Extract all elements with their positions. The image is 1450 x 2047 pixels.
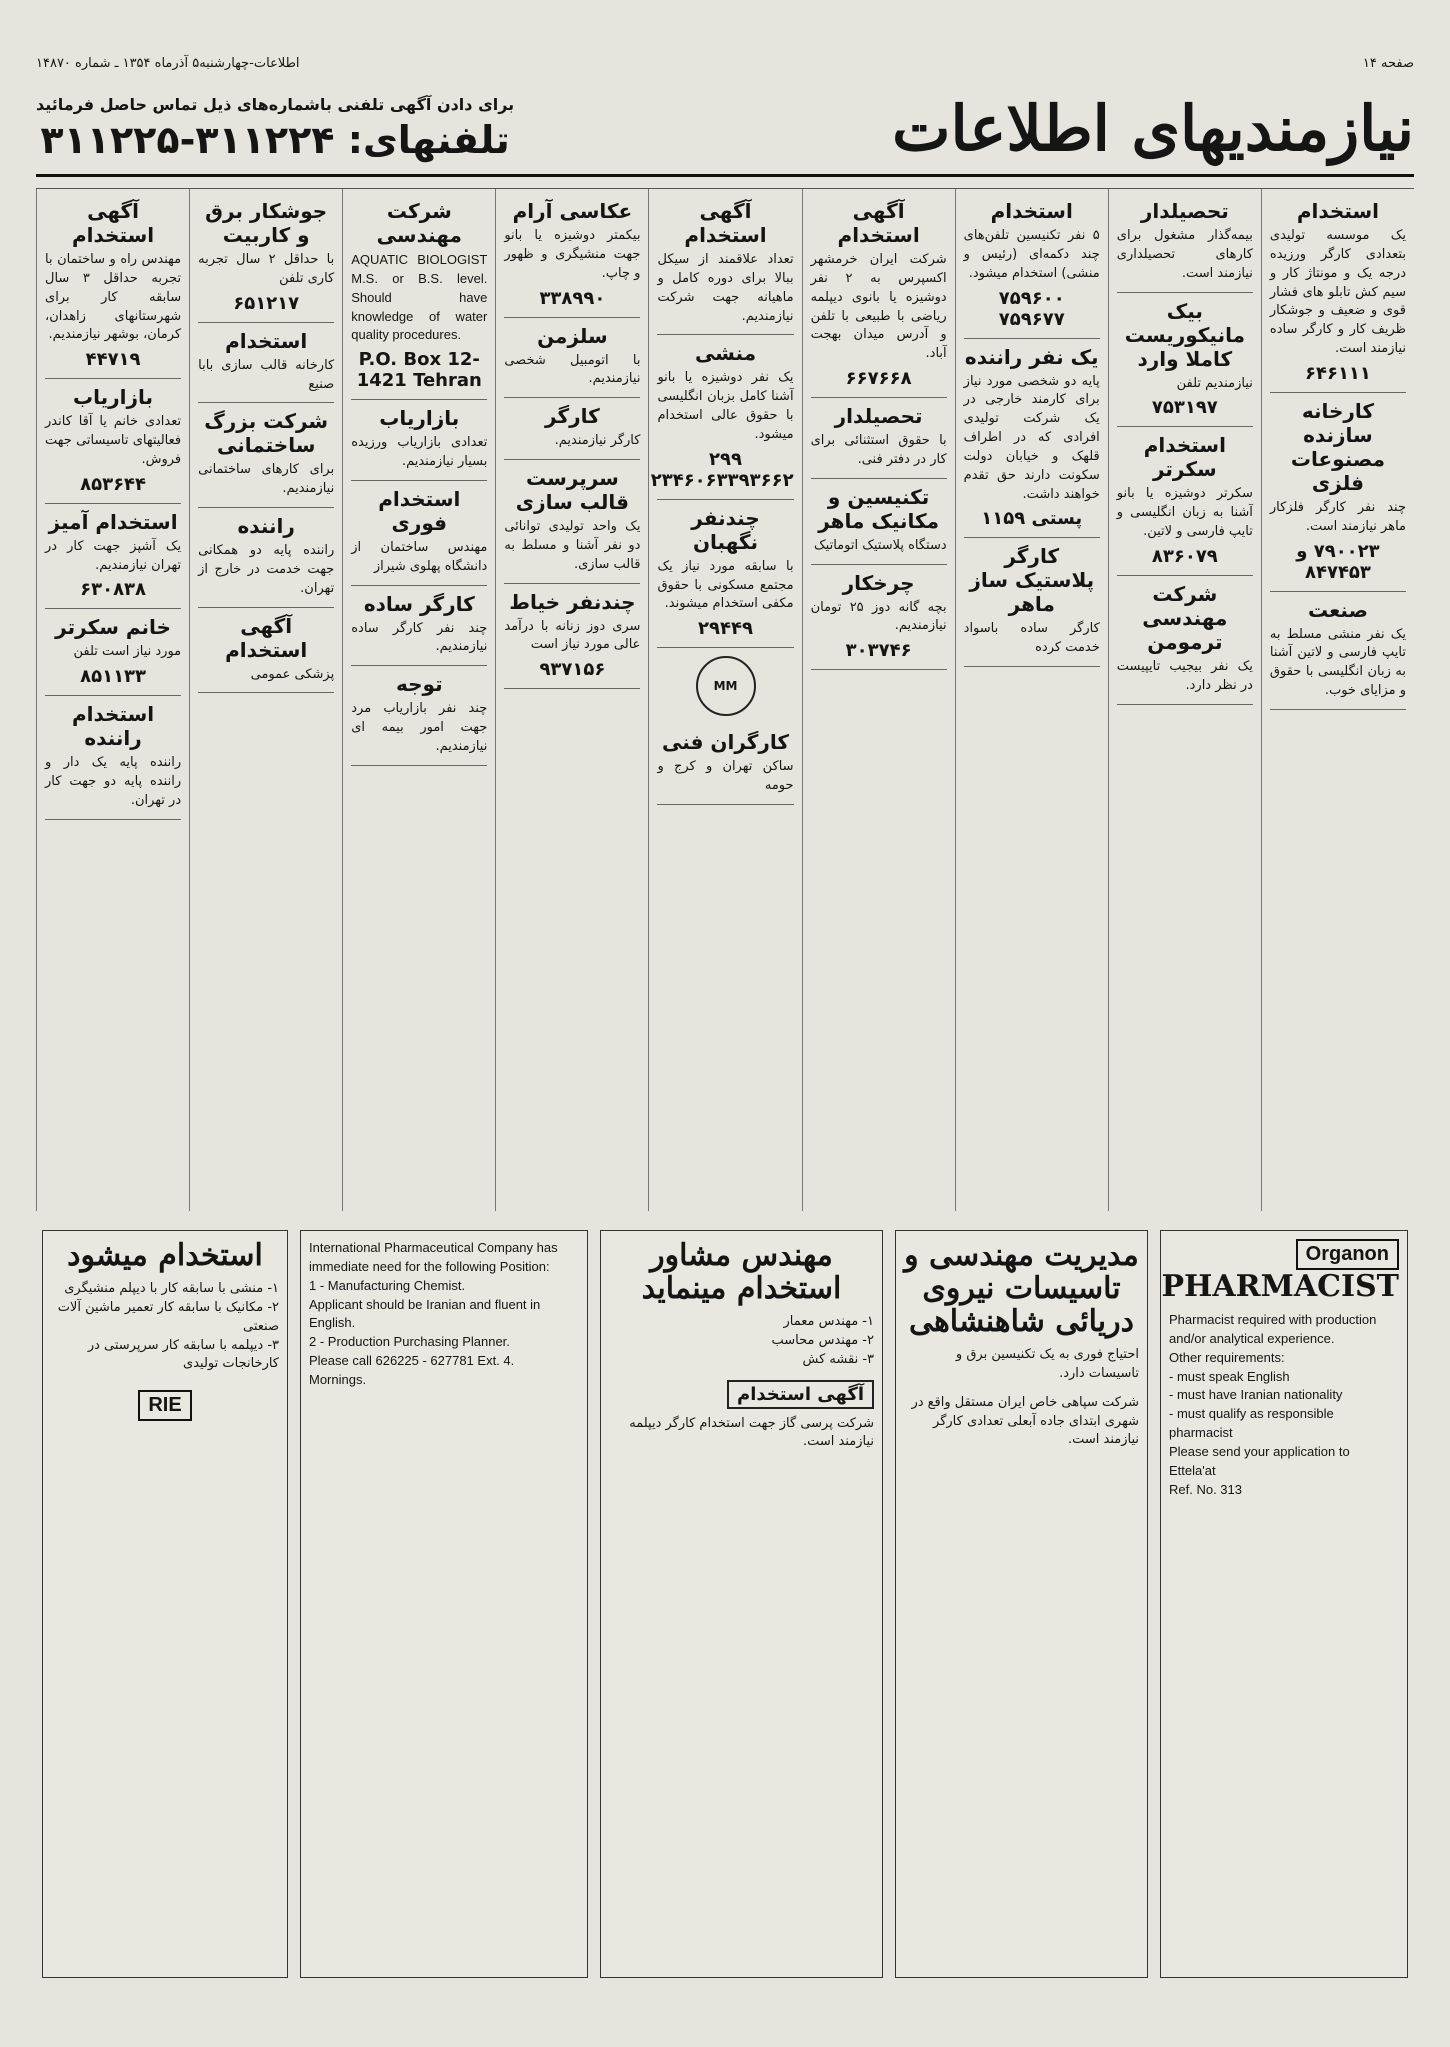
ad-body: تعدادی خانم یا آقا کاندر فعالیتهای تاسیساتی جهت فروش. — [45, 414, 182, 467]
ad-block — [198, 403, 334, 508]
ad-title: منشی — [694, 341, 757, 366]
issue-date: اطلاعات-چهارشنبه۵ آذرماه ۱۳۵۴ ـ شماره ۱۴۸۷۰ — [36, 56, 300, 71]
ad-phone: ۶۳۰۸۳۸ — [80, 579, 147, 601]
ad-block — [351, 400, 487, 481]
pharmacist-ad — [1160, 1230, 1408, 1978]
ad-block — [811, 398, 947, 479]
ad-title: استخدام — [990, 199, 1073, 223]
ad-block — [198, 608, 334, 694]
ad-phone: ۷۵۳۱۹۷ — [1151, 397, 1218, 419]
ad-title: تکنیسین و مکانیک ماهر — [818, 484, 940, 533]
ad-phone: ۸۵۱۱۳۳ — [80, 666, 147, 688]
column-1 — [1261, 189, 1414, 1211]
ad-title: چندنفر خیاط — [509, 589, 636, 614]
ad-title: بیک مانیکوریست کاملا وارد — [1124, 298, 1245, 371]
ad-block — [1117, 427, 1253, 576]
contact-phone: ۳۱۱۲۲۴-۳۱۱۲۲۵ — [40, 117, 335, 162]
navy-title: مدیریت مهندسی و تاسیسات نیروی دریائی شاهنشاهی — [904, 1238, 1139, 1339]
ad-title: یک نفر راننده — [964, 344, 1099, 369]
ad-phone: ۳۳۸۹۹۰ — [539, 287, 606, 309]
ad-body: راننده پایه یک دار و راننده پایه دو جهت کار در تهران. — [45, 755, 182, 808]
ad-block — [504, 193, 640, 318]
ad-phone: ۲۹۴۴۹ — [698, 618, 753, 640]
top-line — [36, 56, 1414, 71]
center-1-title: آگهی استخدام — [727, 1380, 874, 1409]
ad-title: بازاریاب — [379, 406, 460, 431]
ad-block — [811, 479, 947, 565]
ad-body: دستگاه پلاستیک اتوماتیک — [814, 537, 947, 553]
ad-body: یک نفر منشی مسلط به تایپ فارسی و لاتین آشنا به زبان انگلیسی با حقوق و مزایای خوب. — [1269, 626, 1406, 699]
ad-phone: ۶۶۷۶۶۸ — [845, 368, 912, 390]
ad-body: یک موسسه تولیدی بتعدادی کارگر ورزیده درجه یک و مونتاژ کار و سیم کش تابلو های فشار قوی و ضعیف و جوشکار ظریف کار و کارگر ساده نیازمند است. — [1269, 228, 1406, 357]
column-4 — [802, 189, 955, 1211]
ad-body: با حقوق استثنائی برای کار در دفتر فنی. — [810, 433, 947, 467]
ad-phone: ۲۹۹ ۲۳۴۶۰۶۳۳۹۳۶۶۲ — [650, 448, 794, 491]
column-5 — [648, 189, 801, 1211]
lower-ads — [36, 1224, 1414, 1984]
ad-title: آگهی استخدام — [71, 199, 155, 247]
ad-body: شرکت ایران خرمشهر اکسپرس به ۲ نفر دوشیزه یا بانوی دیپلمه ریاضی با طبیعی با تلفن و آدرس میدان بهجت آباد. — [810, 252, 947, 362]
ad-block — [1270, 193, 1406, 393]
contact-intro: برای دادن آگهی تلفنی باشماره‌های ذیل تماس حاصل فرمائید — [36, 94, 515, 114]
ad-block — [504, 398, 640, 460]
ad-body: بیمه‌گذار مشغول برای کارهای تحصیلداری نیازمند است. — [1116, 228, 1253, 281]
ad-title: صنعت — [1307, 597, 1368, 622]
column-7 — [342, 189, 495, 1211]
ad-body: با اتومبیل شخصی نیازمندیم. — [504, 352, 641, 387]
ad-title: کارگر پلاستیک ساز ماهر — [969, 544, 1095, 617]
ad-title: استخدام آمیز — [48, 509, 178, 534]
ad-title: کارخانه سازنده مصنوعات فلزی — [1290, 398, 1385, 495]
ad-title: کارگر ساده — [363, 591, 475, 616]
ad-title: توجه — [395, 672, 443, 697]
column-3 — [955, 189, 1108, 1211]
ad-title: عکاسی آرام — [512, 199, 633, 223]
ad-block — [964, 538, 1100, 667]
ad-title: کارگران فنی — [661, 730, 790, 755]
rie-logo: RIE — [138, 1390, 191, 1421]
ad-title: چرخکار — [842, 570, 915, 595]
ad-block — [351, 193, 487, 400]
ad-block — [1117, 576, 1253, 705]
masthead — [36, 82, 1414, 177]
ad-block — [351, 586, 487, 667]
column-9 — [36, 189, 189, 1211]
page-title: نیازمندیهای اطلاعات — [892, 91, 1414, 165]
ad-body: AQUATIC BIOLOGIST M.S. or B.S. level. Should have knowledge of water quality procedures. — [351, 252, 488, 343]
ad-block — [811, 565, 947, 671]
ad-title: استخدام — [225, 328, 308, 353]
international-ad — [300, 1230, 588, 1978]
ad-body: کارگر نیازمندیم. — [554, 433, 641, 449]
ad-body: یک نفر دوشیزه یا بانو آشنا کامل بزبان انگلیسی با حقوق عالی استخدام میشود. — [657, 370, 794, 442]
ad-body: یک نفر بیجیب تایپیست در نظر دارد. — [1116, 658, 1253, 693]
ad-block — [45, 609, 181, 696]
ad-body: کارخانه قالب سازی بابا صنیع — [198, 357, 335, 392]
ad-block — [811, 193, 947, 398]
ad-block — [964, 193, 1100, 339]
ad-block — [504, 318, 640, 399]
ad-block — [650, 335, 794, 499]
ad-phone: ۷۵۹۶۰۰ ۷۵۹۶۷۷ — [998, 287, 1065, 330]
rie-logo-wrap — [51, 1390, 279, 1421]
ad-body: سری دوز زنانه با درآمد عالی مورد نیاز است — [504, 618, 641, 653]
ad-block — [351, 666, 487, 766]
ad-block — [1117, 293, 1253, 428]
ad-title: خانم سکرتر — [55, 615, 171, 640]
ad-title: تحصیلدار — [834, 404, 923, 429]
ad-title: جوشکار برق و کاربیت — [205, 199, 328, 247]
ad-body: ۵ نفر تکنیسین تلفن‌های چند دکمه‌ای (رئیس و منشی) استخدام میشود. — [963, 228, 1100, 281]
ad-phone: پستی ۱۱۵۹ — [981, 508, 1083, 530]
navy-body: احتیاج فوری به یک تکنیسین برق و تاسیسات دارد. — [955, 1347, 1139, 1381]
ad-body: مهندس ساختمان از دانشگاه پهلوی شیراز — [351, 539, 488, 574]
ad-body: تعدادی بازاریاب ورزیده بسیار نیازمندیم. — [351, 435, 488, 470]
ad-body: تعداد علاقمند از سیکل ببالا برای دوره کامل و ماهیانه جهت شرکت نیازمندیم. — [657, 252, 794, 324]
ad-block — [1270, 592, 1406, 710]
left-ad-body: ۱- منشی با سابقه کار با دیپلم منشیگری ۲- مکانیک با سابقه کار تعمیر ماشین آلات صنعتی ۳- دیپلمه با سابقه کار سرپرستی در کارخانجات تولیدی — [57, 1281, 279, 1372]
ad-body: چند نفر کارگر ساده نیازمندیم. — [351, 620, 488, 655]
ad-block — [657, 193, 793, 335]
ad-block — [657, 724, 793, 805]
ad-title: سلزمن — [537, 323, 608, 348]
ad-title: راننده — [237, 514, 295, 539]
ad-title: استخدام راننده — [71, 702, 155, 751]
ad-phone: ۷۹۰۰۲۳ و ۸۴۷۴۵۳ — [1296, 540, 1380, 583]
ad-body: مورد نیاز است تلفن — [73, 644, 182, 660]
ad-phone: ۳۰۳۷۴۶ — [845, 640, 912, 662]
ad-phone: ۶۵۱۲۱۷ — [233, 292, 300, 314]
ad-body: پایه دو شخصی مورد نیاز برای کارمند خارجی در یک شرکت تولیدی افرادی که در اطراف قلهک و خیابان دولت سکونت دارند حق تقدم خواهند داشت. — [963, 373, 1100, 502]
pharmacist-body: Pharmacist required with production and/or analytical experience. Other requirements: - must speak English - must have Iranian nationality - must qualify as responsible pharmacist Please send your application to Ettela'at Ref. No. 313 — [1169, 1312, 1377, 1497]
ad-title: آگهی استخدام — [684, 199, 767, 247]
ad-title: شرکت بزرگ ساختمانی — [204, 409, 329, 458]
ad-title: چندنفر نگهبان — [691, 505, 760, 554]
ad-block — [198, 193, 334, 323]
ad-body: با حداقل ۲ سال تجربه کاری تلفن — [198, 252, 335, 286]
ad-phone: P.O. Box 12-1421 Tehran — [356, 349, 482, 392]
ad-body: چند نفر کارگر فلزکار ماهر نیازمند است. — [1269, 499, 1406, 534]
ad-body: یک آشپز جهت کار در تهران نیازمندیم. — [45, 538, 182, 573]
ad-body: بیکمتر دوشیزه یا بانو جهت منشیگری و ظهور و چاپ. — [504, 228, 641, 281]
ad-block — [351, 481, 487, 586]
ad-phone: ۸۳۶۰۷۹ — [1151, 545, 1218, 567]
ad-body: نیازمندیم تلفن — [1176, 375, 1253, 391]
ad-title: استخدام — [1296, 199, 1380, 223]
ad-body: ساکن تهران و کرج و حومه — [657, 759, 794, 794]
ad-block — [198, 508, 334, 608]
ad-title: شرکت مهندسی — [376, 199, 462, 247]
center-1-body: شرکت پرسی گاز جهت استخدام کارگر دیپلمه نیازمند است. — [629, 1415, 874, 1450]
ad-body: با سابقه مورد نیاز یک مجتمع مسکونی با حقوق مکفی استخدام میشوند. — [657, 558, 794, 612]
ad-block — [45, 379, 181, 504]
ad-title: بازاریاب — [73, 385, 154, 410]
stamp-icon: MM — [696, 656, 756, 716]
ad-block — [45, 193, 181, 379]
center-ad-3 — [895, 1230, 1148, 1978]
ad-block — [504, 460, 640, 584]
ad-phone: ۴۴۷۱۹ — [85, 349, 141, 371]
left-ad — [42, 1230, 288, 1978]
column-2 — [1108, 189, 1261, 1211]
factory-note: شرکت سپاهی خاص ایران مستقل واقع در شهری ابتدای جاده آبعلی تعدادی کارگر نیازمند است. — [911, 1394, 1139, 1448]
ad-phone: ۹۳۷۱۵۶ — [539, 659, 606, 681]
ad-title: شرکت مهندسی ترمومن — [1142, 581, 1228, 654]
ad-body: سکرتر دوشیزه یا بانو آشنا به زبان انگلیسی و تایپ فارسی و لاتین. — [1116, 486, 1253, 540]
ad-body: یک واحد تولیدی توانائی دو نفر آشنا و مسلط به قالب سازی. — [504, 519, 641, 572]
ad-body: بچه گانه دوز ۲۵ تومان نیازمندیم. — [810, 599, 947, 634]
ad-body: راننده پایه دو همکانی جهت خدمت در خارج از تهران. — [198, 543, 335, 596]
contact-numbers — [36, 118, 514, 162]
boxed-title-wrap — [609, 1380, 874, 1409]
column-8 — [189, 189, 342, 1211]
ad-block — [45, 504, 181, 610]
international-body: International Pharmaceutical Company has immediate need for the following Position: 1 - Manufacturing Chemist. Applicant should be Iranian and fluent in English. 2 - Production Purchasing Planner. Please call 626225 - 627781 Ext. 4. Mornings. — [309, 1240, 558, 1387]
ad-body: کارگر ساده باسواد خدمت کرده — [963, 621, 1100, 656]
ad-block — [657, 500, 793, 649]
ad-title: آگهی استخدام — [837, 199, 920, 247]
column-6 — [495, 189, 648, 1211]
ad-block — [198, 323, 334, 404]
ad-block — [1117, 193, 1253, 293]
ad-title: استخدام فوری — [378, 486, 461, 535]
ad-body: چند نفر بازاریاب مرد جهت امور بیمه ای نیازمندیم. — [351, 701, 488, 754]
ad-block — [964, 339, 1100, 539]
ad-title: آگهی استخدام — [225, 613, 308, 662]
ad-phone: ۸۵۳۶۴۴ — [80, 473, 147, 495]
ad-title: سرپرست قالب سازی — [515, 466, 630, 515]
consultant-title: مهندس مشاور استخدام مینماید — [641, 1238, 842, 1306]
contact-box — [36, 95, 514, 162]
organon-logo: Organon — [1296, 1239, 1399, 1270]
classified-columns — [36, 188, 1414, 1211]
ad-block — [45, 696, 181, 820]
ad-title: استخدام سکرتر — [1143, 433, 1226, 482]
ad-block — [1270, 393, 1406, 592]
center-ad-2 — [600, 1230, 883, 1978]
consultant-body: ۱- مهندس معمار ۲- مهندس محاسب ۳- نقشه کش — [771, 1314, 874, 1367]
ad-body: مهندس راه و ساختمان با تجربه حداقل ۳ سال سابقه کار برای شهرستانهای زاهدان، کرمان، بوشهر نیازمندیم. — [45, 252, 182, 343]
left-ad-title: استخدام میشود — [67, 1238, 263, 1273]
ad-block — [504, 584, 640, 690]
ad-title: تحصیلدار — [1140, 199, 1229, 223]
ad-body: پزشکی عمومی — [250, 666, 335, 682]
ad-body: برای کارهای ساختمانی نیازمندیم. — [198, 462, 335, 497]
contact-label: تلفنهای: — [347, 117, 510, 162]
page-number: صفحه ۱۴ — [1362, 56, 1414, 71]
ad-phone: ۶۴۶۱۱۱ — [1304, 362, 1371, 384]
pharmacist-title: PHARMACIST — [1161, 1269, 1399, 1304]
ad-title: کارگر — [545, 404, 600, 429]
